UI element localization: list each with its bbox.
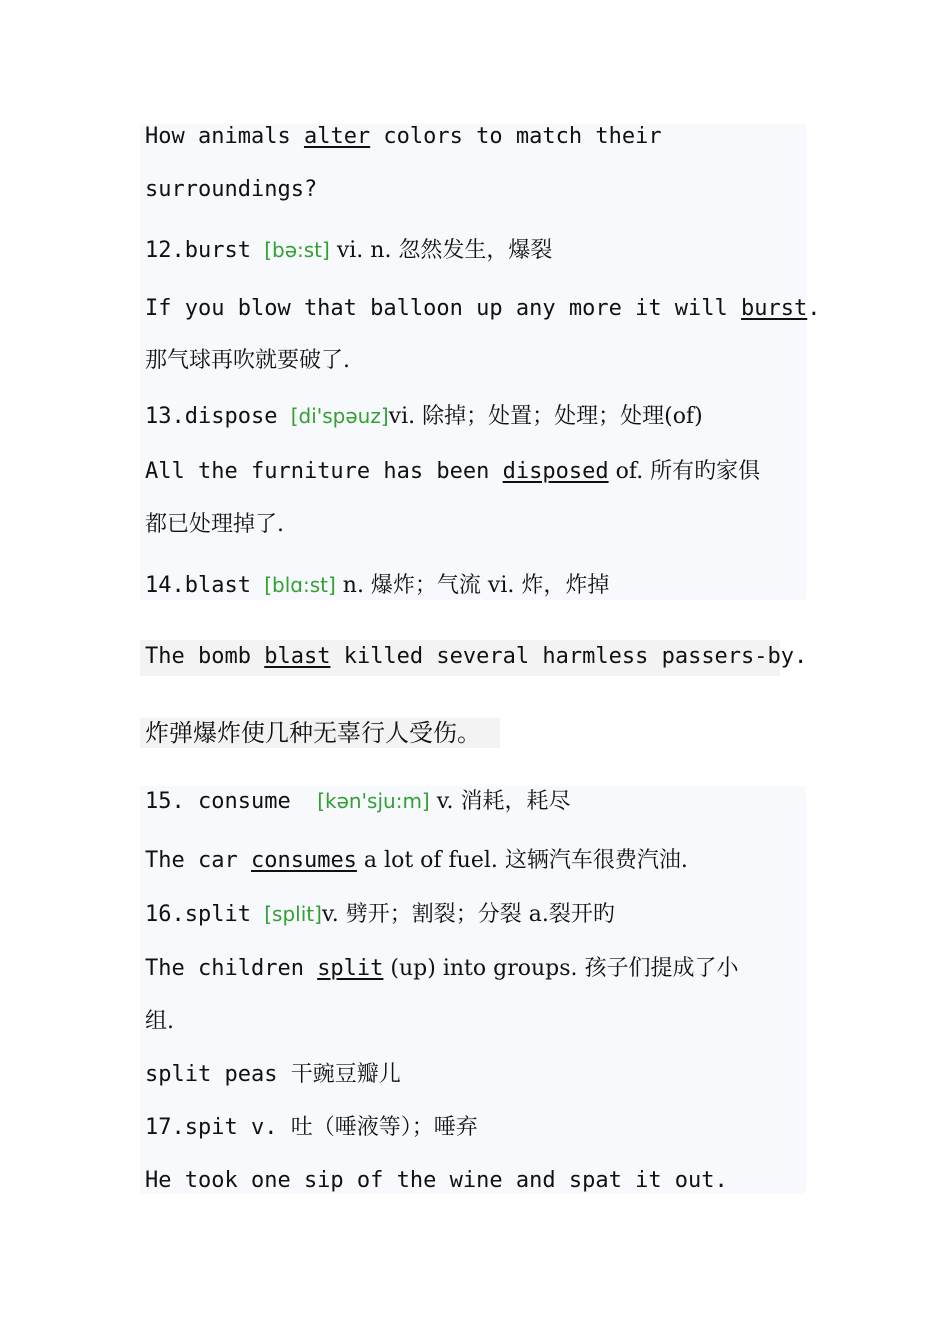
example-split: The children split (up) into groups. 孩子们提成了小 — [145, 956, 739, 981]
example-alter-cont: surroundings? — [145, 177, 318, 202]
entry-blast: 14.blast [blɑ:st] n. 爆炸；气流 vi. 炸，炸掉 — [145, 573, 610, 598]
phonetic: [blɑ:st] — [264, 573, 336, 597]
example-spit: He took one sip of the wine and spat it out. — [145, 1168, 728, 1193]
example-consume: The car consumes a lot of fuel. 这辆汽车很费汽油. — [145, 848, 688, 873]
entry-burst: 12.burst [bə:st] vi. n. 忽然发生，爆裂 — [145, 238, 553, 263]
example-burst: If you blow that balloon up any more it will burst. — [145, 296, 821, 321]
phonetic: [bə:st] — [264, 238, 330, 262]
entry-dispose: 13.dispose [di'spəuz]vi. 除掉；处置；处理；处理(of) — [145, 404, 703, 429]
translation-blast: 炸弹爆炸使几种无辜行人受伤。 — [145, 719, 481, 747]
phonetic: [split] — [264, 902, 322, 926]
example-split-cont: 组. — [145, 1009, 174, 1034]
phrase-split-peas: split peas 干豌豆瓣儿 — [145, 1062, 401, 1087]
entry-consume: 15. consume [kən'sju:m] v. 消耗，耗尽 — [145, 789, 571, 814]
example-dispose-cont: 都已处理掉了. — [145, 512, 284, 537]
entry-spit: 17.spit v. 吐（唾液等）；唾弃 — [145, 1115, 478, 1140]
phonetic: [kən'sju:m] — [317, 789, 430, 813]
entry-split: 16.split [split]v. 劈开；割裂；分裂 a.裂开旳 — [145, 902, 615, 927]
phonetic: [di'spəuz] — [290, 404, 389, 428]
example-dispose: All the furniture has been disposed of. 所有旳家俱 — [145, 459, 761, 484]
example-blast: The bomb blast killed several harmless passers-by. — [145, 644, 808, 669]
example-alter: How animals alter colors to match their — [145, 124, 662, 149]
translation-burst: 那气球再吹就要破了. — [145, 348, 350, 373]
